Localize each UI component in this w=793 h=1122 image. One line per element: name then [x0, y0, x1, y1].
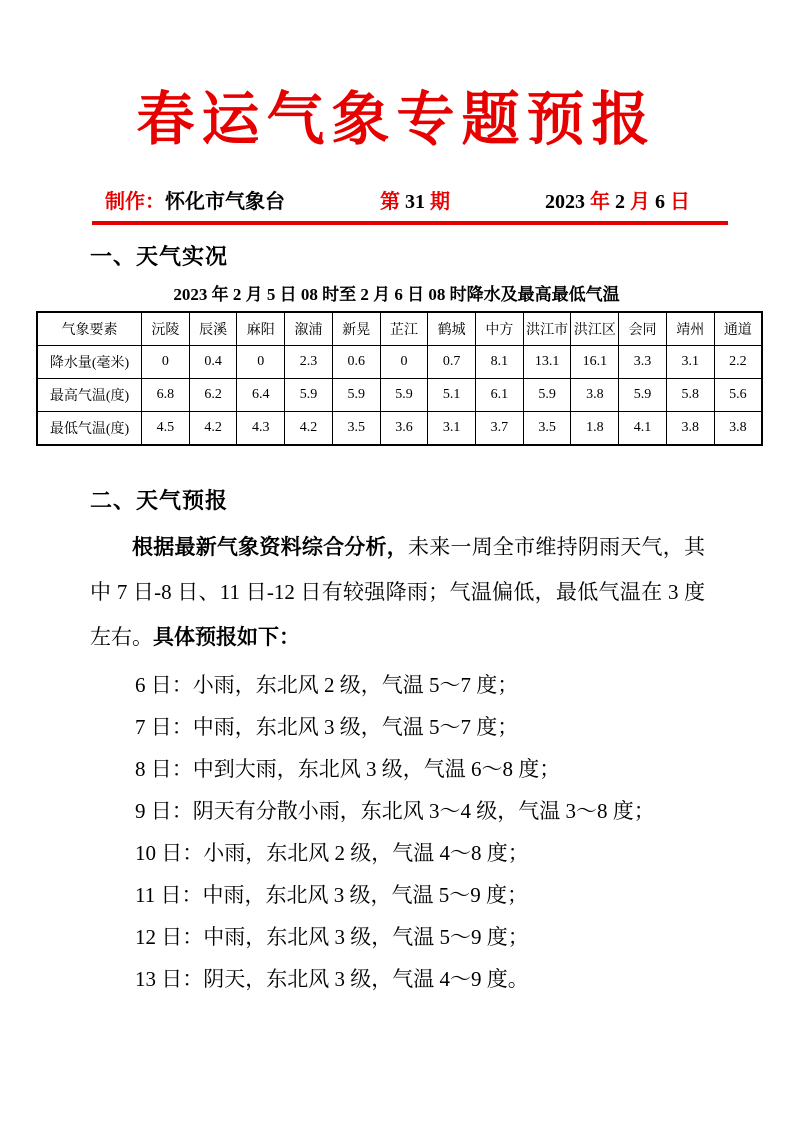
- table-cell: 16.1: [571, 345, 619, 378]
- table-cell: 0: [142, 345, 190, 378]
- table-header-cell: 鹤城: [428, 312, 476, 346]
- table-cell: 2.2: [714, 345, 762, 378]
- table-cell: 13.1: [523, 345, 571, 378]
- table-cell: 6.8: [142, 378, 190, 411]
- table-cell: 5.9: [285, 378, 333, 411]
- paragraph-bold-tail: 具体预报如下：: [153, 624, 300, 649]
- table-cell: 6.4: [237, 378, 285, 411]
- table-cell: 3.5: [523, 411, 571, 445]
- date-month: 2: [610, 190, 630, 213]
- table-cell: 5.9: [619, 378, 667, 411]
- table-header-cell: 溆浦: [285, 312, 333, 346]
- table-header-cell: 芷江: [380, 312, 428, 346]
- table-cell: 3.3: [619, 345, 667, 378]
- table-cell: 6.2: [189, 378, 237, 411]
- table-cell: 1.8: [571, 411, 619, 445]
- section2-heading: 二、天气预报: [90, 487, 229, 513]
- table-cell: 0: [380, 345, 428, 378]
- table-cell: 8.1: [476, 345, 524, 378]
- table-header-cell: 新晃: [332, 312, 380, 346]
- table-cell: 5.6: [714, 378, 762, 411]
- forecast-item-day13: 13 日：阴天，东北风 3 级，气温 4～9 度。: [135, 966, 529, 991]
- forecast-item-day9: 9 日：阴天有分散小雨，东北风 3～4 级，气温 3～8 度；: [135, 798, 655, 823]
- row-label: 降水量(毫米): [37, 345, 142, 378]
- table-cell: 4.2: [189, 411, 237, 445]
- table-cell: 3.5: [332, 411, 380, 445]
- producer: [105, 185, 285, 214]
- table-cell: 4.3: [237, 411, 285, 445]
- forecast-item-day6: 6 日：小雨，东北风 2 级，气温 5～7 度；: [135, 672, 519, 697]
- issue-date: [545, 185, 690, 214]
- forecast-item-day8: 8 日：中到大雨，东北风 3 级，气温 6～8 度；: [135, 756, 561, 781]
- date-day-unit: 日: [670, 190, 690, 213]
- table-cell: 5.9: [523, 378, 571, 411]
- table-cell: 3.8: [666, 411, 714, 445]
- table-title: 2023 年 2 月 5 日 08 时至 2 月 6 日 08 时降水及最高最低气温: [173, 284, 620, 304]
- producer-value: 怀化市气象台: [165, 190, 285, 213]
- issue-number: [380, 185, 450, 214]
- table-header-cell: 洪江市: [523, 312, 571, 346]
- section1-heading: 一、天气实况: [90, 243, 229, 269]
- table-row: [37, 378, 762, 411]
- table-cell: 3.1: [666, 345, 714, 378]
- table-cell: 3.7: [476, 411, 524, 445]
- forecast-item-day12: 12 日：中雨，东北风 3 级，气温 5～9 度；: [135, 924, 529, 949]
- table-header-cell: 洪江区: [571, 312, 619, 346]
- issue-value: 31: [405, 190, 425, 213]
- table-cell: 4.1: [619, 411, 667, 445]
- date-month-unit: 月: [630, 190, 650, 213]
- table-cell: 3.1: [428, 411, 476, 445]
- date-day: 6: [650, 190, 670, 213]
- table-cell: 0: [237, 345, 285, 378]
- table-header-cell: 麻阳: [237, 312, 285, 346]
- row-label: 最高气温(度): [37, 378, 142, 411]
- page-title: 春运气象专题预报: [136, 87, 657, 152]
- table-cell: 0.6: [332, 345, 380, 378]
- table-header-cell: 通道: [714, 312, 762, 346]
- red-divider: [92, 221, 728, 225]
- table-header-cell: 沅陵: [142, 312, 190, 346]
- table-header-cell: 靖州: [666, 312, 714, 346]
- forecast-list: [135, 664, 793, 1000]
- table-cell: 0.4: [189, 345, 237, 378]
- table-cell: 5.9: [332, 378, 380, 411]
- table-row: [37, 411, 762, 445]
- date-year: 2023: [545, 190, 590, 213]
- meta-row: [105, 185, 690, 214]
- table-cell: 5.8: [666, 378, 714, 411]
- forecast-item-day7: 7 日：中雨，东北风 3 级，气温 5～7 度；: [135, 714, 519, 739]
- forecast-item-day10: 10 日：小雨，东北风 2 级，气温 4～8 度；: [135, 840, 529, 865]
- paragraph-body: 未来一周全市维持阴雨天气，其中 7 日-8 日、11 日-12 日有较强降雨；气温偏低，最低气温在 3 度左右。: [90, 534, 705, 649]
- producer-label: 制作：: [105, 190, 165, 213]
- issue-prefix: 第: [380, 190, 405, 213]
- table-header-cell: 辰溪: [189, 312, 237, 346]
- table-header-cell: 气象要素: [37, 312, 142, 346]
- table-header-row: [37, 312, 762, 346]
- table-cell: 4.5: [142, 411, 190, 445]
- table-cell: 5.9: [380, 378, 428, 411]
- table-cell: 3.8: [714, 411, 762, 445]
- date-year-unit: 年: [590, 190, 610, 213]
- table-cell: 3.6: [380, 411, 428, 445]
- table-cell: 6.1: [476, 378, 524, 411]
- issue-suffix: 期: [425, 190, 450, 213]
- paragraph-bold-lead: 根据最新气象资料综合分析，: [132, 534, 408, 559]
- table-header-cell: 会同: [619, 312, 667, 346]
- row-label: 最低气温(度): [37, 411, 142, 445]
- table-cell: 2.3: [285, 345, 333, 378]
- weather-table: [36, 311, 763, 446]
- table-cell: 0.7: [428, 345, 476, 378]
- forecast-paragraph: [90, 525, 705, 660]
- table-cell: 3.8: [571, 378, 619, 411]
- table-cell: 5.1: [428, 378, 476, 411]
- forecast-item-day11: 11 日：中雨，东北风 3 级，气温 5～9 度；: [135, 882, 528, 907]
- table-row: [37, 345, 762, 378]
- table-header-cell: 中方: [476, 312, 524, 346]
- table-cell: 4.2: [285, 411, 333, 445]
